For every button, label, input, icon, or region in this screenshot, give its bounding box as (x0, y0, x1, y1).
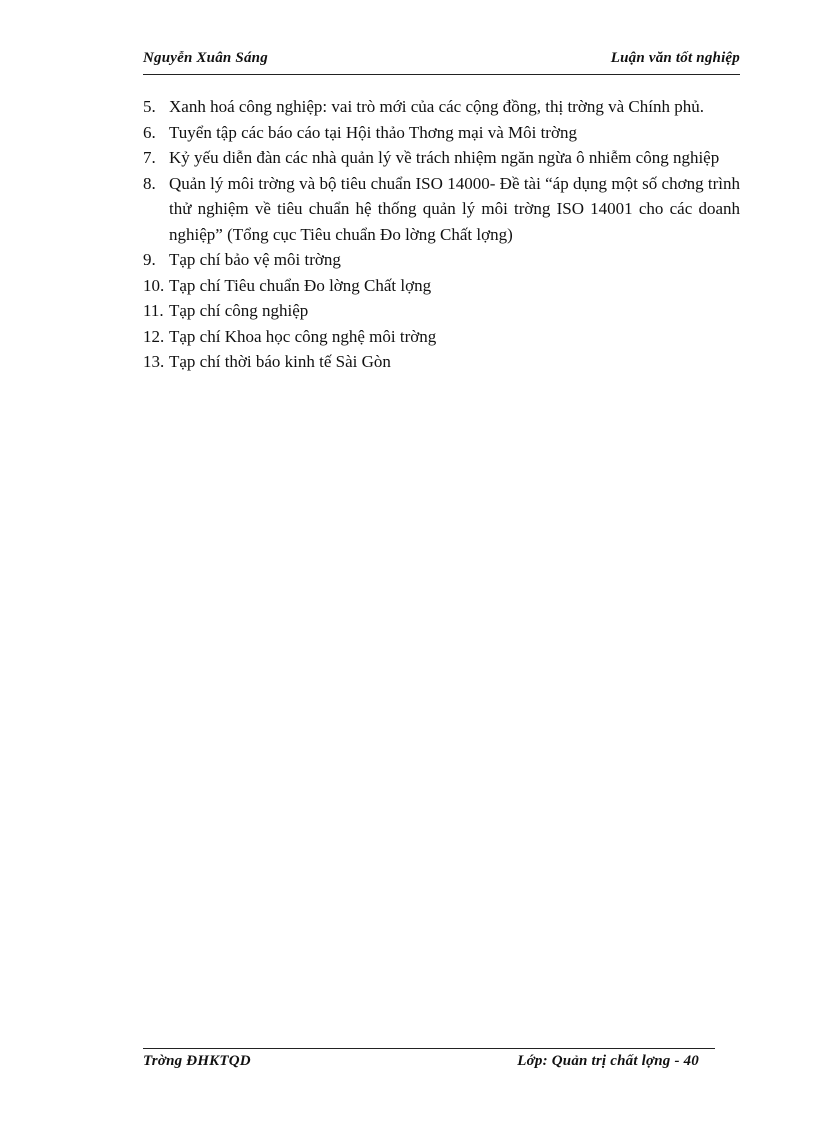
reference-text: Tạp chí thời báo kinh tế Sài Gòn (169, 352, 391, 371)
reference-number: 8. (143, 173, 156, 193)
reference-item (143, 120, 740, 146)
reference-item (143, 145, 740, 171)
reference-text: Tạp chí Khoa học công nghệ môi trờng (169, 326, 437, 346)
reference-number: 5. (143, 97, 156, 116)
reference-text: Kỷ yếu diễn đàn các nhà quản lý về trách nhiệm ngăn ngừa ô nhiễm công nghiệp (169, 148, 720, 167)
reference-number: 9. (143, 250, 156, 269)
reference-item (143, 171, 740, 248)
reference-list (143, 94, 740, 375)
page-footer (143, 1048, 715, 1075)
reference-text: Xanh hoá công nghiệp: vai trò mới của các cộng đồng, thị trờng và Chính phủ. (169, 97, 704, 116)
footer-class-page: Lớp: Quản trị chất lợng - 40 (517, 1053, 699, 1069)
footer-school: Trờng ĐHKTQD (143, 1053, 251, 1069)
reference-number: 7. (143, 148, 156, 167)
reference-item (143, 94, 740, 120)
page-header (143, 48, 740, 75)
reference-number: 10. (143, 275, 165, 295)
reference-number: 13. (143, 352, 165, 371)
reference-item (143, 247, 740, 273)
reference-item (143, 349, 740, 375)
reference-item (143, 324, 740, 350)
reference-number: 12. (143, 326, 165, 346)
reference-text: Tạp chí công nghiệp (169, 301, 309, 320)
reference-text: Tuyển tập các báo cáo tại Hội thảo Thơng mại và Môi trờng (169, 122, 577, 142)
reference-text: Tạp chí bảo vệ môi trờng (169, 250, 341, 269)
reference-text: Tạp chí Tiêu chuẩn Đo lờng Chất lợng (169, 275, 432, 295)
reference-item (143, 273, 740, 299)
reference-number: 6. (143, 122, 156, 142)
header-doc-type: Luận văn tốt nghiệp (610, 50, 740, 66)
reference-number: 11. (143, 301, 164, 320)
header-author: Nguyễn Xuân Sáng (143, 50, 268, 66)
reference-text: Quản lý môi trờng và bộ tiêu chuẩn ISO 14000- Đề tài “áp dụng một số chơng trình thử nghiệm về tiêu chuẩn hệ thống quản lý môi trờng ISO 14001 cho các doanh nghiệp” (Tổng cục Tiêu chuẩn Đo lờng Chất lợng) (169, 173, 740, 244)
reference-item (143, 298, 740, 324)
